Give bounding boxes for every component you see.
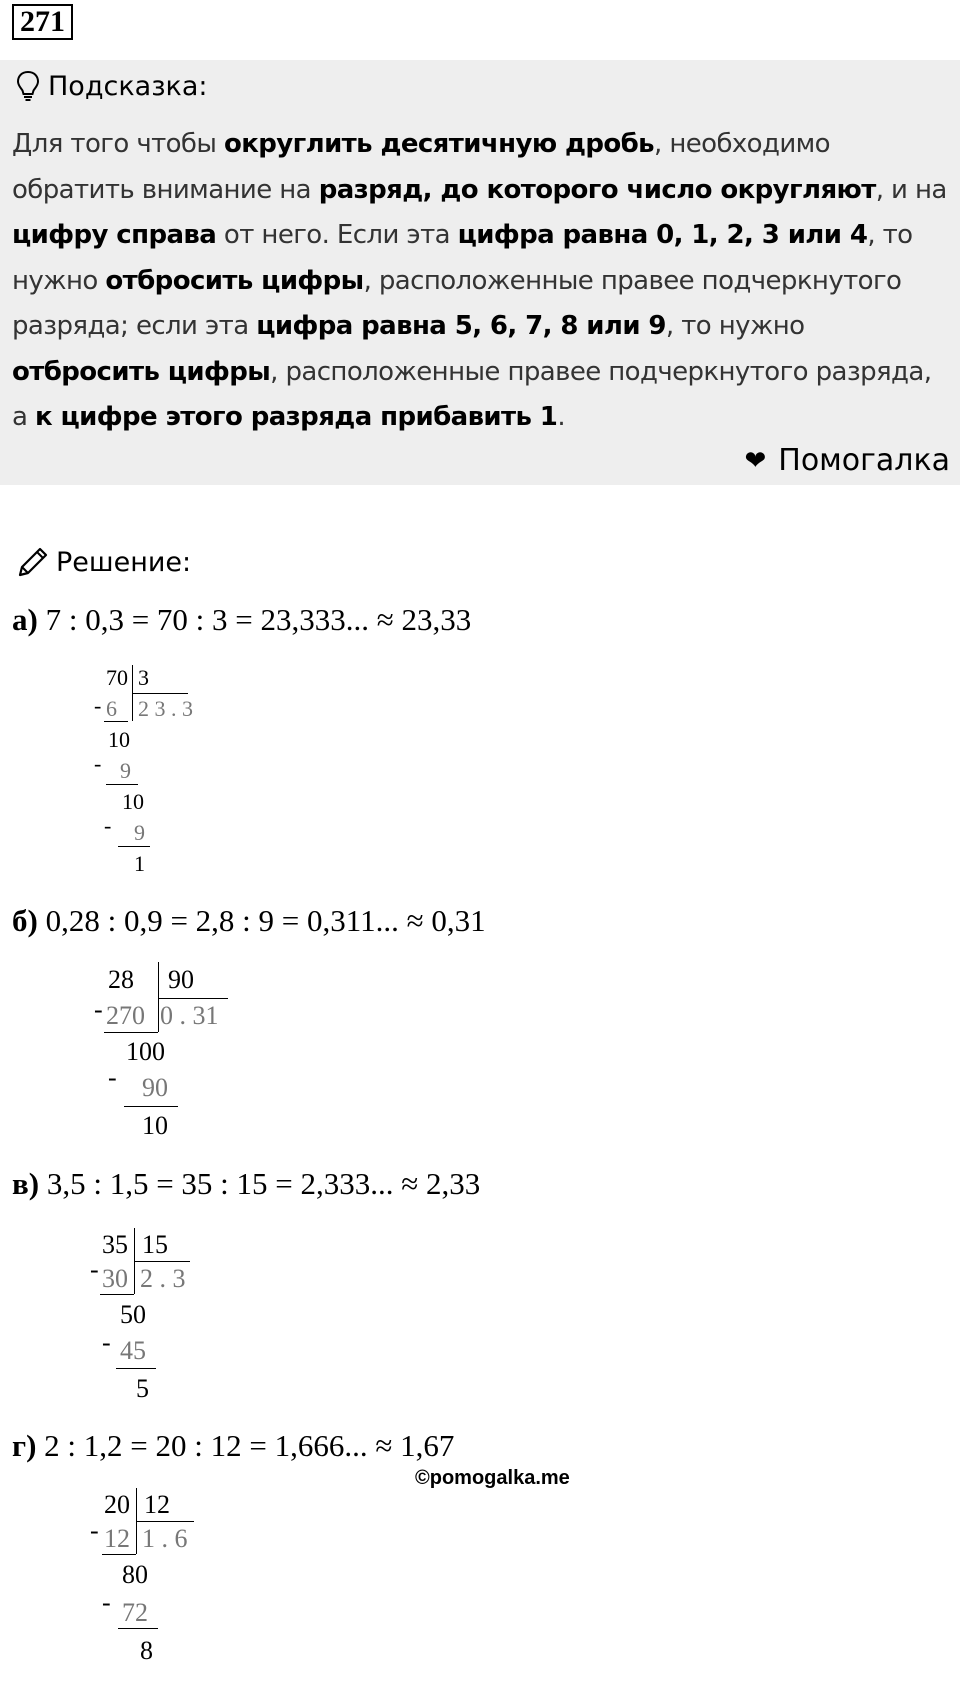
hint-emphasis: отбросить цифры: [105, 265, 364, 296]
minus-sign: -: [94, 751, 102, 776]
dividend: 28: [108, 965, 134, 994]
lightbulb-icon: [16, 70, 40, 102]
subtrahend: 90: [142, 1073, 168, 1102]
minus-sign: -: [102, 1588, 111, 1617]
dividend: 35: [102, 1230, 128, 1259]
hint-text-segment: , и на: [875, 174, 947, 205]
hint-text-segment: , то нужно: [665, 311, 805, 341]
quotient: 0 . 31: [160, 1001, 219, 1030]
part-mark: в): [12, 1166, 40, 1201]
minus-sign: -: [90, 1255, 99, 1284]
subtrahend: 30: [102, 1264, 128, 1293]
hint-text-segment: , расположенные правее подчеркнутого разряда; если эта: [12, 265, 902, 341]
part-expression: 0,28 : 0,9 = 2,8 : 9 = 0,311... ≈ 0,31: [45, 903, 486, 938]
remainder: 10: [108, 727, 130, 752]
dividend: 70: [106, 665, 128, 690]
remainder: 80: [122, 1560, 148, 1589]
part-expression: 2 : 1,2 = 20 : 12 = 1,666... ≈ 1,67: [44, 1428, 455, 1463]
dividend: 20: [104, 1490, 130, 1519]
hint-text-segment: , расположенные правее подчеркнутого разряда, а: [12, 356, 932, 432]
hint-header: [16, 70, 208, 102]
solution-line-a: [12, 602, 471, 638]
remainder: 10: [122, 789, 144, 814]
solution-line-d: [12, 1428, 454, 1464]
subtrahend: 12: [104, 1524, 130, 1553]
heart-icon: ❤: [744, 445, 767, 476]
minus-sign: -: [94, 995, 103, 1024]
divisor: 90: [168, 965, 194, 994]
subtrahend: 9: [134, 820, 145, 845]
hint-text-segment: , то нужно: [12, 220, 913, 296]
quotient: 1 . 6: [142, 1524, 188, 1553]
hint-text-segment: от него. Если эта: [216, 220, 458, 250]
subtrahend: 72: [122, 1598, 148, 1627]
minus-sign: -: [108, 1063, 117, 1092]
minus-sign: -: [104, 813, 112, 838]
hint-emphasis: цифра равна 5, 6, 7, 8 или 9: [256, 311, 666, 341]
hint-emphasis: цифру справа: [12, 220, 217, 250]
hint-text-segment: Для того чтобы: [12, 129, 224, 159]
hint-emphasis: округлить десятичную дробь: [223, 129, 655, 159]
solution-header: [16, 545, 191, 579]
divisor: 15: [142, 1230, 168, 1259]
copyright: ©pomogalka.me: [415, 1467, 570, 1489]
hint-emphasis: отбросить цифры: [12, 356, 271, 387]
hint-title: Подсказка:: [48, 70, 208, 102]
remainder: 1: [134, 851, 145, 876]
hint-text-segment: .: [557, 402, 565, 432]
remainder: 8: [140, 1636, 153, 1665]
part-mark: б): [12, 903, 38, 938]
quotient: 2 3 . 3: [138, 696, 193, 721]
hint-text-segment: , необходимо обратить внимание на: [12, 129, 830, 205]
subtrahend: 9: [120, 758, 131, 783]
remainder: 100: [126, 1037, 165, 1066]
remainder: 50: [120, 1300, 146, 1329]
hint-emphasis: разряд, до которого число округляют: [318, 174, 876, 205]
subtrahend: 270: [106, 1001, 145, 1030]
solution-line-c: [12, 1166, 480, 1202]
hint-emphasis: цифра равна 0, 1, 2, 3 или 4: [457, 220, 868, 250]
solution-line-b: [12, 903, 486, 939]
divisor: 3: [138, 665, 149, 690]
solution-title: Решение:: [56, 546, 192, 578]
brand-name: Помогалка: [778, 443, 950, 478]
remainder: 5: [136, 1374, 149, 1403]
task-number: 271: [12, 4, 73, 40]
part-expression: 7 : 0,3 = 70 : 3 = 23,333... ≈ 23,33: [45, 602, 472, 637]
brand: [744, 443, 950, 478]
divisor: 12: [144, 1490, 170, 1519]
part-mark: а): [12, 602, 38, 637]
part-expression: 3,5 : 1,5 = 35 : 15 = 2,333... ≈ 2,33: [46, 1166, 481, 1201]
minus-sign: -: [90, 1516, 99, 1545]
minus-sign: -: [94, 693, 102, 718]
subtrahend: 6: [106, 696, 117, 721]
pencil-icon: [16, 545, 50, 579]
part-mark: г): [12, 1428, 37, 1463]
subtrahend: 45: [120, 1336, 146, 1365]
minus-sign: -: [102, 1328, 111, 1357]
quotient: 2 . 3: [140, 1264, 186, 1293]
remainder: 10: [142, 1111, 168, 1140]
hint-paragraph: [12, 122, 952, 441]
hint-emphasis: к цифре этого разряда прибавить 1: [35, 402, 558, 432]
